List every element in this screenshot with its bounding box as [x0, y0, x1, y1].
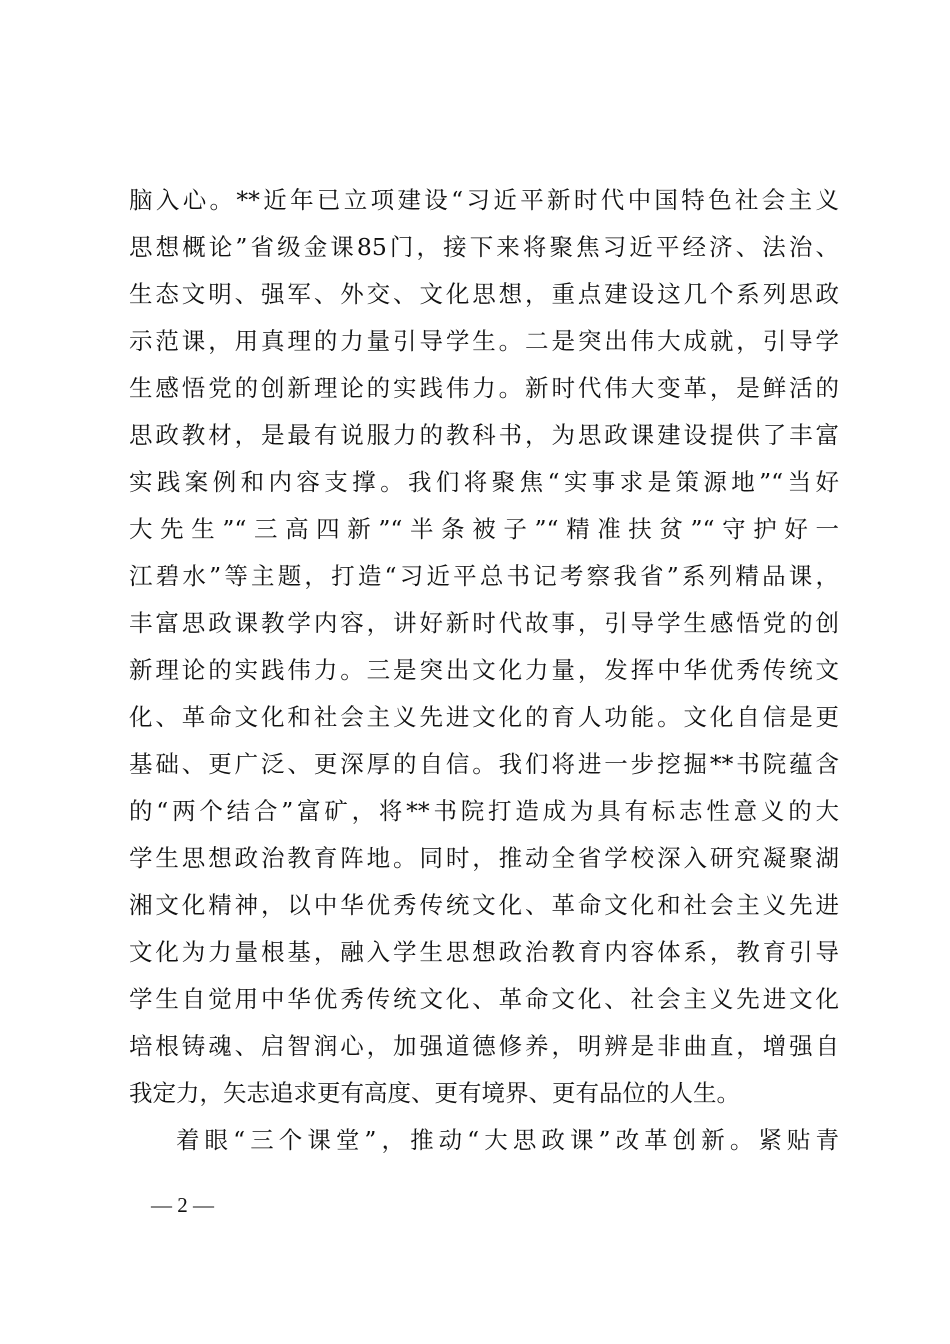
paragraph-start-line: 着眼“三个课堂”，推动“大思政课”改革创新。紧贴青: [176, 1126, 839, 1154]
text-line: 实践案例和内容支撑。我们将聚焦“实事求是策源地”“当好: [129, 468, 839, 496]
text-line: 江碧水”等主题，打造“习近平总书记考察我省”系列精品课，: [129, 562, 839, 590]
text-line: 脑入心。**近年已立项建设“习近平新时代中国特色社会主义: [129, 186, 839, 214]
text-line: 思想概论”省级金课85门，接下来将聚焦习近平经济、法治、: [129, 233, 839, 261]
text-line: 学生思想政治教育阵地。同时，推动全省学校深入研究凝聚湖: [129, 844, 839, 872]
text-line: 培根铸魂、启智润心，加强道德修养，明辨是非曲直，增强自: [129, 1032, 839, 1060]
text-line: 学生自觉用中华优秀传统文化、革命文化、社会主义先进文化: [129, 985, 839, 1013]
text-line: 湘文化精神，以中华优秀传统文化、革命文化和社会主义先进: [129, 891, 839, 919]
text-line: 新理论的实践伟力。三是突出文化力量，发挥中华优秀传统文: [129, 656, 839, 684]
text-line: 生感悟党的创新理论的实践伟力。新时代伟大变革，是鲜活的: [129, 374, 839, 402]
page-number: — 2 —: [151, 1193, 214, 1217]
text-line: 示范课，用真理的力量引导学生。二是突出伟大成就，引导学: [129, 327, 839, 355]
body-text: [129, 177, 839, 1164]
text-line: 化、革命文化和社会主义先进文化的育人功能。文化自信是更: [129, 703, 839, 731]
text-line: 思政教材，是最有说服力的教科书，为思政课建设提供了丰富: [129, 421, 839, 449]
text-line: 大先生”“三高四新”“半条被子”“精准扶贫”“守护好一: [129, 515, 839, 543]
text-line: 生态文明、强军、外交、文化思想，重点建设这几个系列思政: [129, 280, 839, 308]
text-line: 丰富思政课教学内容，讲好新时代故事，引导学生感悟党的创: [129, 609, 839, 637]
text-line: 基础、更广泛、更深厚的自信。我们将进一步挖掘**书院蕴含: [129, 750, 839, 778]
text-line: 的“两个结合”富矿，将**书院打造成为具有标志性意义的大: [129, 797, 839, 825]
text-line: 文化为力量根基，融入学生思想政治教育内容体系，教育引导: [129, 938, 839, 966]
paragraph-end-line: 我定力，矢志追求更有高度、更有境界、更有品位的人生。: [129, 1079, 740, 1107]
